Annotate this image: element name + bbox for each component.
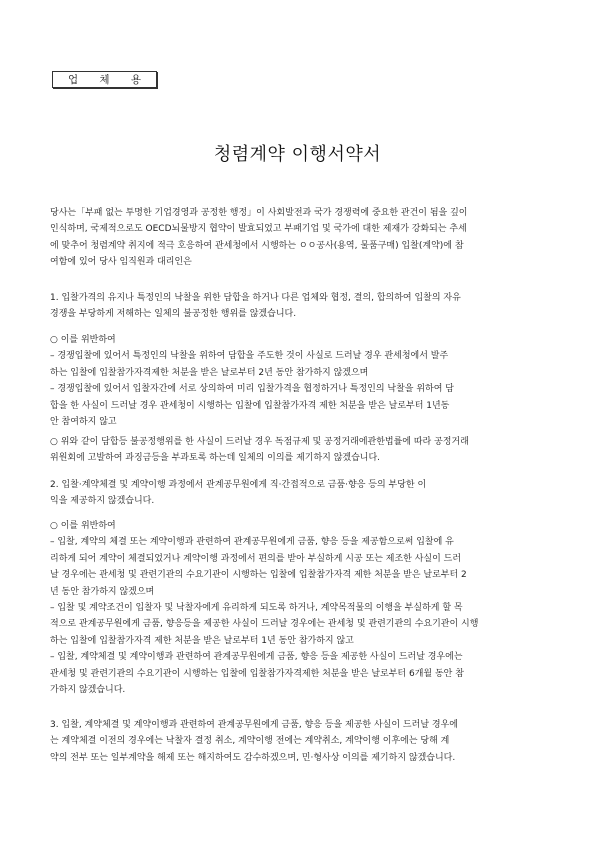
- violation-title: ○ 이를 위반하여: [50, 335, 116, 345]
- section-2-line: 2. 입찰·계약체결 및 계약이행 과정에서 관계공무원에게 직·간접적으로 금품·향응 등의 부당한 이: [50, 480, 427, 490]
- intro-line: 인식하며, 국제적으로도 OECD뇌물방지 협약이 발효되었고 부패기업 및 국가에 대한 제재가 강화되는 추세: [50, 224, 467, 235]
- violation-item: 적으로 관계공무원에게 금품, 향응등을 제공한 사실이 드러날 경우에는 관세청 및 관련기관의 수요기관이 시행: [50, 619, 479, 630]
- section-1-heading: [50, 290, 547, 323]
- violation-item: 리하게 되어 계약이 체결되었거나 계약이행 과정에서 편의를 받아 부실하게 시공 또는 제조한 사실이 드러: [50, 553, 462, 564]
- section-3-line: 약의 전부 또는 일부계약을 해제 또는 해지하여도 감수하겠으며, 민·형사상 이의를 제기하지 않겠습니다.: [50, 752, 456, 763]
- intro-paragraph: [50, 205, 547, 271]
- page-title: 청렴계약 이행서약서: [213, 144, 382, 165]
- section-2-line: 익을 제공하지 않겠습니다.: [50, 496, 155, 507]
- violation-item: – 입찰 및 계약조건이 입찰자 및 낙찰자에게 유리하게 되도록 하거나, 계약목적물의 이행을 부실하게 할 목: [50, 603, 463, 614]
- violation-item: 가하지 않겠습니다.: [50, 685, 126, 696]
- section-1-violations: [50, 332, 547, 430]
- section-1-note: [50, 434, 547, 467]
- violation-item: 년 동안 참가하지 않겠으며: [50, 586, 155, 597]
- intro-line: 에 맞추어 청렴계약 취지에 적극 호응하여 관세청에서 시행하는 ㅇㅇ공사(용역, 물품구매) 입찰(계약)에 참: [50, 240, 464, 251]
- section-3-line: 3. 입찰, 계약체결 및 계약이행과 관련하여 관계공무원에게 금품, 향응 등을 제공한 사실이 드러날 경우에: [50, 720, 458, 730]
- violation-item: – 입찰, 계약체결 및 계약이행과 관련하여 관계공무원에게 금품, 향응 등을 제공한 사실이 드러날 경우에는: [50, 652, 463, 663]
- violation-item: – 경쟁입찰에 있어서 입찰자간에 서로 상의하여 미리 입찰가격을 협정하거나 특정인의 낙찰을 위하여 담: [50, 384, 454, 395]
- section-2-violations: [50, 518, 547, 698]
- violation-item: 안 참여하지 않고: [50, 417, 117, 428]
- note-line: ○ 위와 같이 담합등 불공정행위를 한 사실이 드러날 경우 독점규제 및 공정거래에관한법률에 따라 공정거래: [50, 437, 469, 447]
- violation-item: 날 경우에는 관세청 및 관련기관의 수요기관이 시행하는 입찰에 입찰참가자격 제한 처분을 받은 날로부터 2: [50, 570, 467, 581]
- violation-item: 하는 입찰에 입찰참가자격제한 처분을 받은 날로부터 2년 동안 참가하지 않겠으며: [50, 367, 369, 378]
- section-1-line: 1. 입찰가격의 유지나 특정인의 낙찰을 위한 담합을 하거나 다른 업체와 협정, 결의, 합의하여 입찰의 자유: [50, 293, 461, 303]
- note-line: 위원회에 고발하여 과징금등을 부과토록 하는데 일체의 이의를 제기하지 않겠습니다.: [50, 453, 381, 464]
- violation-title: ○ 이를 위반하여: [50, 521, 116, 531]
- intro-line: 여함에 있어 당사 임직원과 대리인은: [50, 257, 192, 268]
- section-1-line: 경쟁을 부당하게 저해하는 일체의 불공정한 행위를 않겠습니다.: [50, 309, 297, 320]
- intro-line: 당사는「부패 없는 투명한 기업경영과 공정한 행정」이 사회발전과 국가 경쟁력에 중요한 관건이 됨을 깊이: [50, 208, 468, 218]
- document-type-label: 업 체 용: [52, 71, 157, 88]
- violation-item: 관세청 및 관련기관의 수요기관이 시행하는 입찰에 입찰참가자격제한 처분을 받은 날로부터 6개월 동안 참: [50, 668, 464, 679]
- section-3: [50, 717, 547, 766]
- violation-item: – 경쟁입찰에 있어서 특정인의 낙찰을 위하여 담합을 주도한 것이 사실로 드러날 경우 관세청에서 발주: [50, 351, 449, 362]
- violation-item: – 입찰, 계약의 체결 또는 계약이행과 관련하여 관계공무원에게 금품, 향응 등을 제공함으로써 입찰에 유: [50, 537, 454, 548]
- section-2-heading: [50, 477, 547, 510]
- section-3-line: 는 계약체결 이전의 경우에는 낙찰자 결정 취소, 계약이행 전에는 계약취소, 계약이행 이후에는 당해 계: [50, 736, 450, 747]
- violation-item: 하는 입찰에 입찰참가자격 제한 처분을 받은 날로부터 1년 동안 참가하지 않고: [50, 635, 354, 646]
- violation-item: 합을 한 사실이 드러날 경우 관세청이 시행하는 입찰에 입찰참가자격 제한 처분을 받은 날로부터 1년동: [50, 400, 450, 411]
